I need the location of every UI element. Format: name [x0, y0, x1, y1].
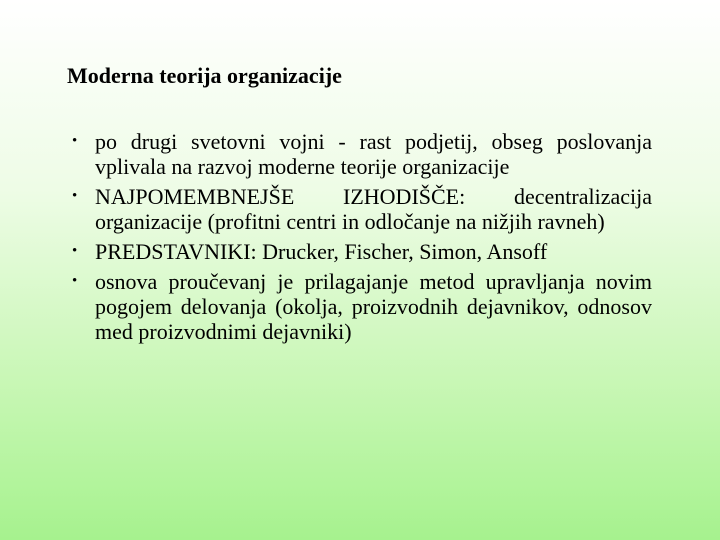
- bullet-text: NAJPOMEMBNEJŠE IZHODIŠČE: decentralizacija organizacije (profitni centri in odločanje na nižjih ravneh): [95, 184, 652, 234]
- bullet-list: [72, 129, 652, 349]
- bullet-item: [72, 239, 652, 264]
- bullet-text: osnova proučevanj je prilagajanje metod upravljanja novim pogojem delovanja (okolja, proizvodnih dejavnikov, odnosov med proizvodnimi dejavniki): [95, 269, 652, 344]
- bullet-icon: •: [72, 273, 78, 289]
- bullet-text: po drugi svetovni vojni - rast podjetij, obseg poslovanja vplivala na razvoj moderne teorije organizacije: [95, 129, 652, 179]
- bullet-item: [72, 184, 652, 234]
- bullet-icon: •: [72, 133, 78, 149]
- bullet-text: PREDSTAVNIKI: Drucker, Fischer, Simon, Ansoff: [95, 239, 548, 264]
- bullet-icon: •: [72, 188, 78, 204]
- bullet-icon: •: [72, 243, 78, 259]
- bullet-item: [72, 129, 652, 179]
- bullet-item: [72, 269, 652, 344]
- slide-title: Moderna teorija organizacije: [67, 63, 342, 88]
